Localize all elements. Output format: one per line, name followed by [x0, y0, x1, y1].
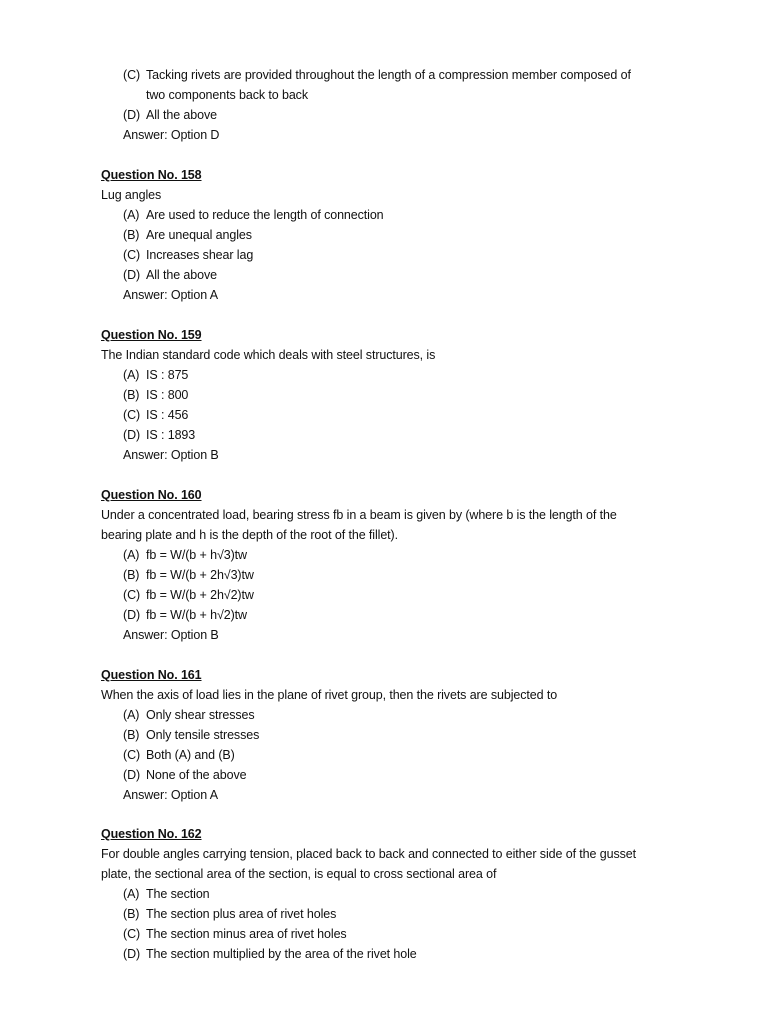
question-stem: For double angles carrying tension, placed back to back and connected to either side of the gusset: [101, 847, 636, 861]
answer: Answer: Option A: [123, 788, 218, 802]
option-d: (D) All the above: [123, 108, 217, 122]
option-a: (A) The section: [123, 887, 210, 901]
option-d: (D) IS : 1893: [123, 428, 196, 442]
option-b: (B) IS : 800: [123, 388, 189, 402]
question-heading: Question No. 159: [101, 328, 202, 342]
option-c-continuation: two components back to back: [146, 88, 308, 102]
question-stem: Under a concentrated load, bearing stress fb in a beam is given by (where b is the length of the: [101, 508, 617, 522]
question-stem: When the axis of load lies in the plane of rivet group, then the rivets are subjected to: [101, 688, 558, 702]
option-d: (D) None of the above: [123, 768, 247, 782]
option-a: (A) IS : 875: [123, 368, 189, 382]
option-c: (C) Tacking rivets are provided throughout the length of a compression member composed of: [123, 68, 631, 82]
option-a: (A) fb = W/(b + h√3)tw: [123, 548, 247, 562]
option-b: (B) The section plus area of rivet holes: [123, 907, 337, 921]
question-stem-continuation: bearing plate and h is the depth of the root of the fillet).: [101, 528, 398, 542]
question-stem: Lug angles: [101, 188, 162, 202]
answer: Answer: Option D: [123, 128, 220, 142]
option-d: (D) fb = W/(b + h√2)tw: [123, 608, 247, 622]
option-c: (C) fb = W/(b + 2h√2)tw: [123, 588, 254, 602]
answer: Answer: Option A: [123, 288, 218, 302]
option-d: (D) All the above: [123, 268, 217, 282]
option-b: (B) Only tensile stresses: [123, 728, 260, 742]
answer: Answer: Option B: [123, 448, 219, 462]
answer: Answer: Option B: [123, 628, 219, 642]
question-heading: Question No. 158: [101, 168, 202, 182]
question-stem-continuation: plate, the sectional area of the section, is equal to cross sectional area of: [101, 867, 497, 881]
option-a: (A) Are used to reduce the length of connection: [123, 208, 384, 222]
question-heading: Question No. 162: [101, 827, 202, 841]
option-b: (B) Are unequal angles: [123, 228, 252, 242]
option-b: (B) fb = W/(b + 2h√3)tw: [123, 568, 254, 582]
option-d: (D) The section multiplied by the area of the rivet hole: [123, 947, 417, 961]
option-c: (C) Increases shear lag: [123, 248, 254, 262]
option-c: (C) Both (A) and (B): [123, 748, 235, 762]
option-a: (A) Only shear stresses: [123, 708, 255, 722]
question-heading: Question No. 160: [101, 488, 202, 502]
question-stem: The Indian standard code which deals with steel structures, is: [101, 348, 436, 362]
option-c: (C) The section minus area of rivet holes: [123, 927, 347, 941]
question-heading: Question No. 161: [101, 668, 202, 682]
option-c: (C) IS : 456: [123, 408, 189, 422]
